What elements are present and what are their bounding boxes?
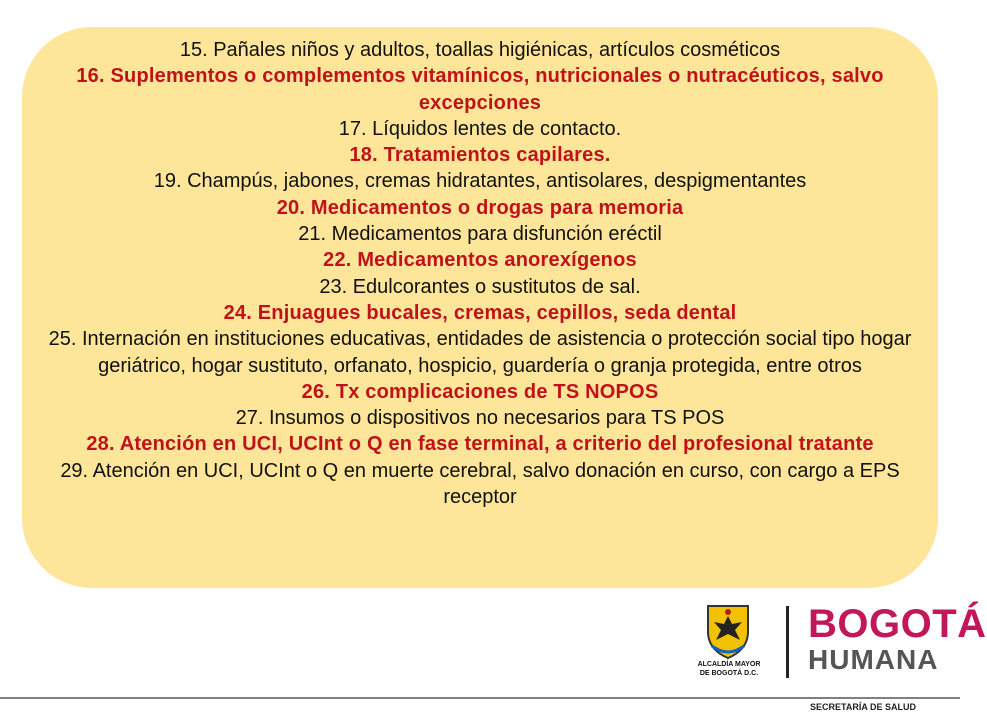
list-item: 16. Suplementos o complementos vitamínicos, nutricionales o nutracéuticos, salvo excepciones bbox=[76, 65, 884, 114]
list-item: 25. Internación en instituciones educativas, entidades de asistencia o protección social tipo hogar geriátrico, hogar sustituto, orfanato, hospicio, guardería o granja protegida, entre otros bbox=[48, 328, 912, 377]
footer-label: SECRETARÍA DE SALUD bbox=[810, 702, 917, 712]
list-item: 18. Tratamientos capilares. bbox=[349, 144, 611, 167]
exclusions-list bbox=[48, 37, 912, 510]
brand-bogota: BOGOTÁ bbox=[808, 602, 987, 646]
list-item: 29. Atención en UCI, UCInt o Q en muerte cerebral, salvo donación en curso, con cargo a EPS receptor bbox=[60, 459, 900, 509]
list-item: 22. Medicamentos anorexígenos bbox=[323, 249, 637, 272]
list-item: 20. Medicamentos o drogas para memoria bbox=[276, 196, 684, 219]
list-item: 26. Tx complicaciones de TS NOPOS bbox=[301, 380, 659, 403]
list-item: 15. Pañales niños y adultos, toallas higiénicas, artículos cosméticos bbox=[179, 39, 781, 61]
list-item: 17. Líquidos lentes de contacto. bbox=[338, 117, 622, 140]
list-item: 24. Enjuagues bucales, cremas, cepillos, seda dental bbox=[223, 301, 737, 324]
list-item: 27. Insumos o dispositivos no necesarios para TS POS bbox=[235, 407, 725, 430]
list-item: 21. Medicamentos para disfunción eréctil bbox=[298, 223, 662, 246]
alcaldia-line2: DE BOGOTÁ D.C. bbox=[699, 670, 759, 677]
coat-of-arms-icon bbox=[702, 600, 754, 660]
footer-divider bbox=[0, 697, 960, 699]
logo-area bbox=[690, 600, 987, 690]
logo-divider bbox=[786, 606, 789, 678]
list-item: 23. Edulcorantes o sustitutos de sal. bbox=[319, 275, 641, 298]
list-item: 28. Atención en UCI, UCInt o Q en fase terminal, a criterio del profesional tratante bbox=[86, 433, 874, 456]
alcaldia-line1: ALCALDÍA MAYOR bbox=[697, 661, 761, 668]
list-item: 19. Champús, jabones, cremas hidratantes, antisolares, despigmentantes bbox=[153, 170, 807, 193]
alcaldia-text bbox=[690, 660, 768, 678]
brand-humana: HUMANA bbox=[808, 644, 939, 675]
